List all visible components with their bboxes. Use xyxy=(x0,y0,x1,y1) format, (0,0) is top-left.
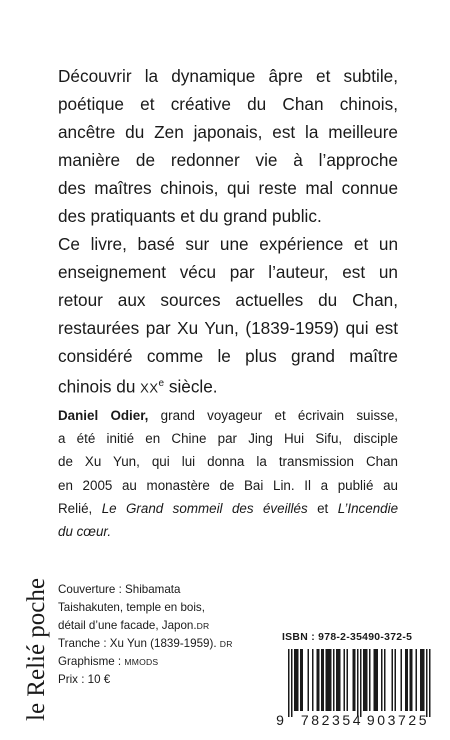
barcode-bar xyxy=(327,649,329,711)
isbn-label: ISBN : 978-2-35490-372-5 xyxy=(282,632,413,643)
barcode-bar xyxy=(354,649,356,711)
barcode-bar xyxy=(308,649,310,711)
barcode-bar xyxy=(323,649,325,711)
blurb-line: manière de redonner vie à l’approche xyxy=(58,150,398,170)
credit-dr: DR xyxy=(219,639,233,649)
designer-name: MMODS xyxy=(124,657,159,667)
barcode-bar xyxy=(411,649,413,711)
blurb-line: Ce livre, basé sur une expérience et un xyxy=(58,234,398,254)
publisher-logo xyxy=(10,575,56,725)
barcode-bar xyxy=(363,649,365,711)
bio-line: a été initié en Chine par Jing Hui Sifu, disciple xyxy=(58,431,398,447)
book-title: L’Incendie xyxy=(337,500,399,516)
barcode-bar xyxy=(338,649,340,711)
barcode-bar xyxy=(423,649,425,711)
blurb-line: ancêtre du Zen japonais, est la meilleure xyxy=(58,122,398,142)
blurb-line: considéré comme le plus grand maître xyxy=(58,346,398,366)
barcode-bar xyxy=(339,649,341,711)
barcode-bar xyxy=(333,649,335,711)
blurb-text xyxy=(58,62,398,403)
bio-line: en 2005 au monastère de Bai Lin. Il a publié au xyxy=(58,477,398,493)
barcode-bar xyxy=(360,649,362,717)
barcode-bar xyxy=(410,649,412,711)
barcode-bar xyxy=(317,649,319,711)
barcode xyxy=(274,649,444,727)
credit-dr: DR xyxy=(196,621,210,631)
barcode-left-digits: 782354 xyxy=(300,712,364,727)
barcode-bar xyxy=(321,649,323,711)
barcode-bar xyxy=(330,649,332,711)
barcode-bar xyxy=(384,649,386,711)
barcode-bar xyxy=(294,649,296,711)
credit-cover: Couverture : Shibamata xyxy=(58,583,181,596)
barcode-bar xyxy=(329,649,331,711)
barcode-bar xyxy=(375,649,377,711)
barcode-right-digits: 903725 xyxy=(366,712,430,727)
credits xyxy=(58,581,268,689)
credit-cover: détail d’une facade, Japon.DR xyxy=(58,619,210,632)
logo-text: le Relié poche xyxy=(23,578,50,721)
blurb-line: enseignement vécu par l’auteur, est un xyxy=(58,262,398,282)
blurb-line: des maîtres chinois, qui reste mal connue xyxy=(58,178,398,198)
barcode-bar xyxy=(353,649,355,711)
barcode-bar xyxy=(297,649,299,711)
svg-text:le Relié poche xyxy=(23,578,50,721)
barcode-bar xyxy=(405,649,407,711)
blurb-line: Découvrir la dynamique âpre et subtile, xyxy=(58,66,398,86)
book-title: Le Grand sommeil des éveillés xyxy=(101,500,308,516)
barcode-bar xyxy=(426,649,428,717)
barcode-bar xyxy=(347,649,349,711)
book-title: du cœur. xyxy=(58,524,112,540)
barcode-bar xyxy=(422,649,424,711)
barcode-bar xyxy=(374,649,376,711)
barcode-bar xyxy=(291,649,293,717)
century-superscript: e xyxy=(158,378,165,389)
credit-design: Graphisme : MMODS xyxy=(58,655,159,668)
credit-spine: Tranche : Xu Yun (1839-1959). DR xyxy=(58,637,233,650)
blurb-line: restaurées par Xu Yun, (1839-1959) qui est xyxy=(58,318,398,338)
author-bio xyxy=(58,404,398,543)
barcode-bar xyxy=(429,649,431,717)
barcode-bar xyxy=(392,649,394,711)
bio-line xyxy=(58,520,398,543)
barcode-bar xyxy=(318,649,320,711)
barcode-bar xyxy=(344,649,346,711)
barcode-bar xyxy=(381,649,383,711)
barcode-bar xyxy=(407,649,409,711)
barcode-bar xyxy=(312,649,314,711)
author-name: Daniel Odier, xyxy=(58,408,149,423)
barcode-bar xyxy=(420,649,422,711)
barcode-first-digit: 9 xyxy=(276,712,284,727)
barcode-bar xyxy=(336,649,338,711)
barcode-bar xyxy=(300,649,302,711)
credit-cover: Taishakuten, temple en bois, xyxy=(58,601,205,614)
barcode-bar xyxy=(296,649,298,711)
barcode-bars xyxy=(288,649,431,717)
blurb-line: des pratiquants et du grand public. xyxy=(58,206,322,226)
barcode-bar xyxy=(288,649,290,717)
bio-line: Relié, Le Grand sommeil des éveillés et L’Incendie xyxy=(58,500,399,516)
bio-line: Daniel Odier, grand voyageur et écrivain suisse, xyxy=(58,408,398,423)
barcode-bar xyxy=(401,649,403,711)
blurb-line: poétique et créative du Chan chinois, xyxy=(58,94,398,114)
bio-line: de Xu Yun, qui lui donna la transmission Chan xyxy=(58,454,398,470)
barcode-bar xyxy=(366,649,368,711)
barcode-bar xyxy=(416,649,418,711)
barcode-bar xyxy=(326,649,328,711)
barcode-bar xyxy=(377,649,379,711)
century-numeral: XX xyxy=(140,380,159,396)
blurb-line-century: chinois du XXe siècle. xyxy=(58,376,218,397)
barcode-bar xyxy=(395,649,397,711)
barcode-bar xyxy=(302,649,304,711)
price: Prix : 10 € xyxy=(58,673,111,686)
barcode-bar xyxy=(365,649,367,711)
barcode-bar xyxy=(357,649,359,717)
blurb-line: retour aux sources actuelles du Chan, xyxy=(58,290,398,310)
barcode-bar xyxy=(369,649,371,711)
